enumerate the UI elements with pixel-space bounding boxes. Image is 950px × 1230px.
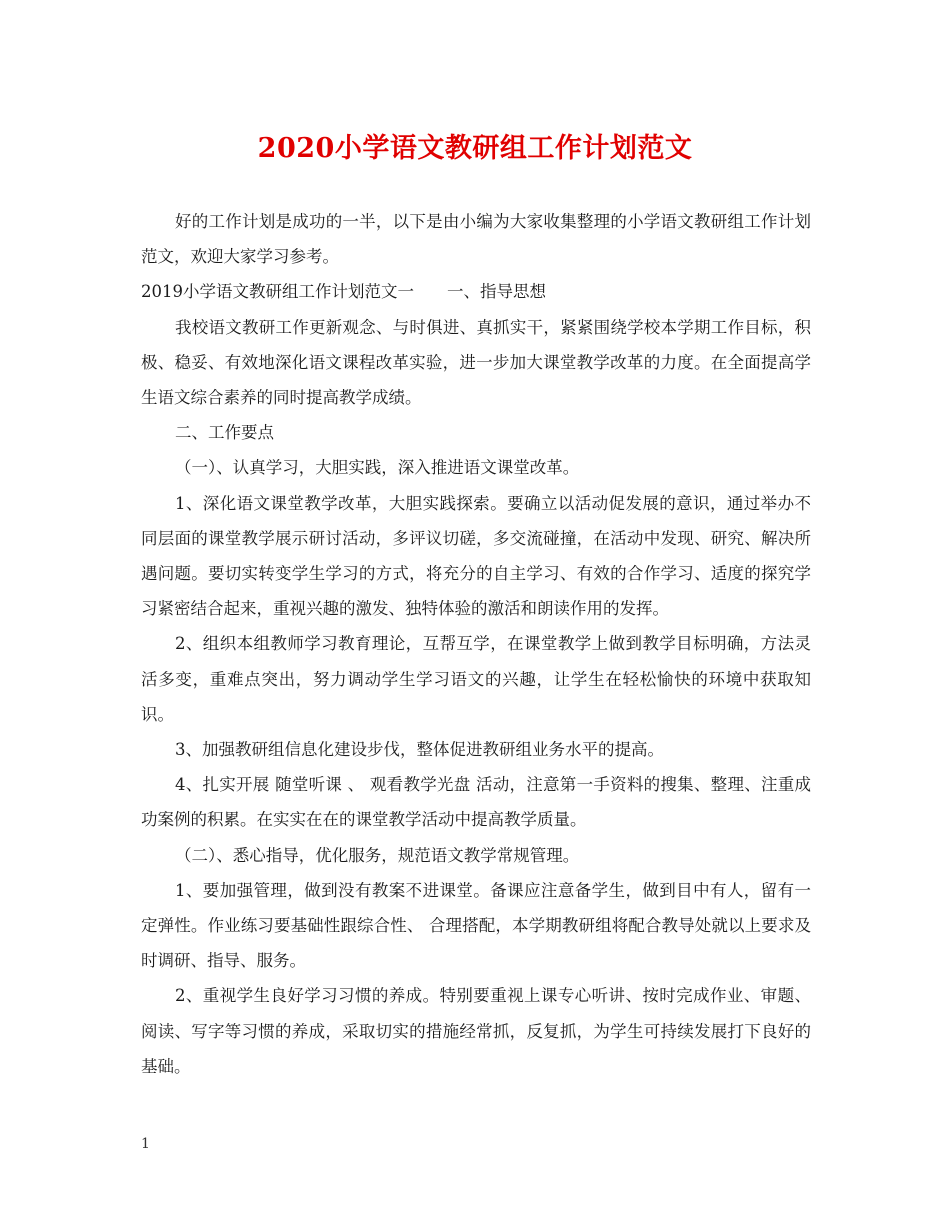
paragraph-heading-guiding-thought: 2019小学语文教研组工作计划范文一 一、指导思想 [141,282,546,302]
paragraph-subheading-2: （二）、悉心指导，优化服务，规范语文教学常规管理。 [175,845,580,865]
paragraph-item-2-2: 2、重视学生良好学习习惯的养成。特别要重视上课专心听讲、按时完成作业、审题、阅读、写字等习惯的养成，采取切实的措施经常抓，反复抓，为学生可持续发展打下良好的基础。 [141,986,811,1076]
document-title: 2020小学语文教研组工作计划范文 [257,133,693,164]
page-number: 1 [141,1136,150,1152]
paragraph-item-1-4: 4、扎实开展 随堂听课 、 观看教学光盘 活动，注意第一手资料的搜集、整理、注重成功案例的积累。在实实在在的课堂教学活动中提高教学质量。 [141,775,811,830]
paragraph-intro: 好的工作计划是成功的一半，以下是由小编为大家收集整理的小学语文教研组工作计划范文，欢迎大家学习参考。 [141,212,811,267]
paragraph-item-1-1: 1、深化语文课堂教学改革，大胆实践探索。要确立以活动促发展的意识，通过举办不同层面的课堂教学展示研讨活动，多评议切磋，多交流碰撞，在活动中发现、研究、解决所遇问题。要切实转变学生学习的方式，将充分的自主学习、有效的合作学习、适度的探究学习紧密结合起来，重视兴趣的激发、独特体验的激活和朗读作用的发挥。 [141,493,811,619]
paragraph-heading-work-points: 二、工作要点 [175,423,274,443]
document-body [141,204,811,1084]
paragraph-item-1-3: 3、加强教研组信息化建设步伐，整体促进教研组业务水平的提高。 [175,740,664,760]
paragraph-guiding-thought: 我校语文教研工作更新观念、与时俱进、真抓实干，紧紧围绕学校本学期工作目标，积极、稳妥、有效地深化语文课程改革实验，进一步加大课堂教学改革的力度。在全面提高学生语文综合素养的同时提高教学成绩。 [141,317,811,408]
paragraph-item-1-2: 2、组织本组教师学习教育理论，互帮互学，在课堂教学上做到教学目标明确，方法灵活多变，重难点突出，努力调动学生学习语文的兴趣，让学生在轻松愉快的环境中获取知识。 [141,634,811,724]
paragraph-item-2-1: 1、要加强管理，做到没有教案不进课堂。备课应注意备学生，做到目中有人，留有一定弹性。作业练习要基础性跟综合性、 合理搭配，本学期教研组将配合教导处就以上要求及时调研、指导、服务。 [141,880,811,971]
paragraph-subheading-1: （一）、认真学习，大胆实践，深入推进语文课堂改革。 [175,458,580,478]
